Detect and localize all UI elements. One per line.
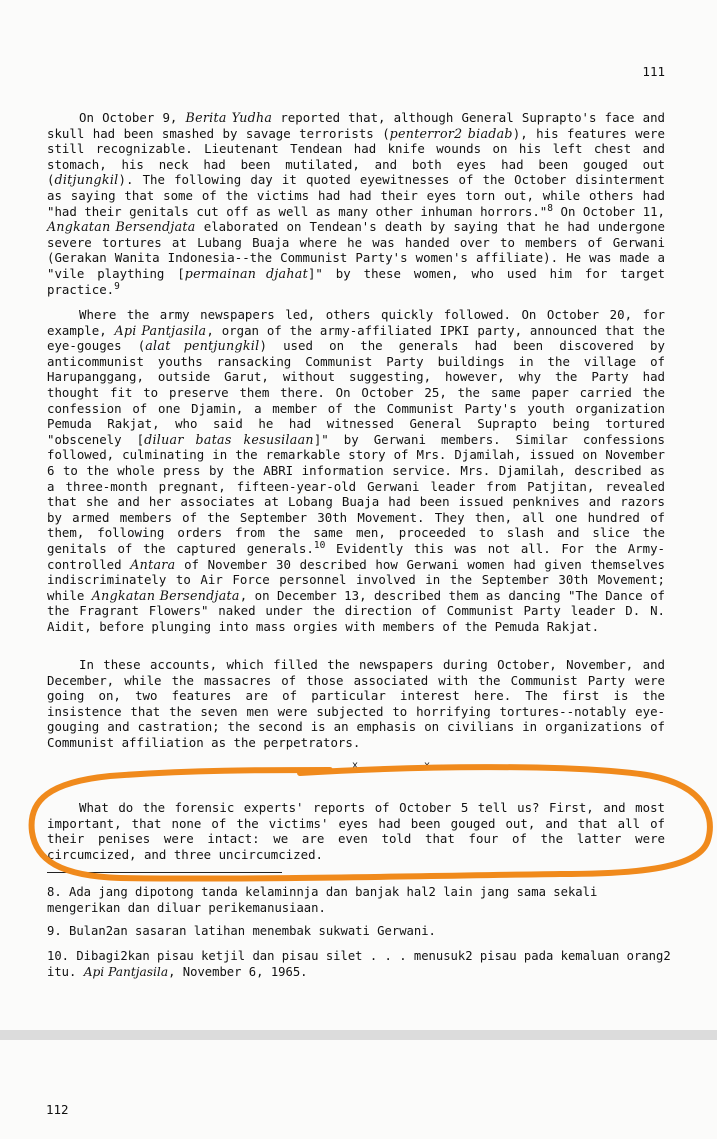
italic-term: Api Pantjasila — [114, 322, 207, 338]
paragraph-3 — [47, 657, 665, 751]
italic-term: diluar batas kesusilaan — [144, 431, 314, 447]
footnote-ref: 9 — [114, 280, 120, 292]
text-run: 9. Bulan2an sasaran latihan menembak sukwati Gerwani. — [47, 924, 436, 938]
text-run: , organ of the army-affiliated IPKI party, announced that the eye-gouges ( — [47, 322, 666, 354]
italic-term: Berita Yudha — [185, 110, 273, 125]
text-run: ]" by Gerwani members. Similar confessions followed, culminating in the remarkable story of Mrs. Djamilah, issued on November 6 to the whole press by the ABRI information service. Mrs. Djamilah, described as a three-month pregnant, fifteen-year-old Gerwani leader from Patjitan, revealed that she and her associates at Lobang Buaja had been issued penknives and razors by armed members of the September 30th Movement. They then, all one hundred of them, following orders from the same men, proceeded to slash and slice the genitals of the captured generals. — [47, 431, 665, 556]
text-run: 10. Dibagi2kan pisau ketjil dan pisau silet . . . menusuk2 pisau pada kemaluan orang2 itu. — [47, 949, 671, 979]
italic-term: permainan djahat — [184, 265, 308, 281]
paragraph-2 — [47, 307, 665, 634]
text-run: , November 6, 1965. — [168, 964, 308, 979]
text-run: of November 30 described how Gerwani women had given themselves indiscriminately to Air Force personnel involved in the September 30th Movement; while — [47, 556, 665, 603]
paragraph-1 — [47, 110, 665, 297]
text-run: What do the forensic experts' reports of October 5 tell us? First, and most important, that none of the victims' eyes had been gouged out, and that all of their penises were intact: we are even told that four of the latter were circumcized, and three uncircumcized. — [47, 800, 665, 862]
text-run: elaborated on Tendean's death by saying that he had undergone severe tortures at Lubang Buaja where he was handed over to members of Gerwani (Gerakan Wanita Indonesia--the Communist Party's women's affiliate). He was made a "vile plaything [ — [47, 219, 666, 281]
text-run: 8. Ada jang dipotong tanda kelaminnja dan banjak hal2 lain jang sama sekali mengerikan dan diluar perikemanusiaan. — [47, 885, 598, 915]
footnote-9 — [47, 924, 673, 940]
footnote-ref: 8 — [547, 202, 553, 214]
text-run: Where the army newspapers led, others quickly followed. On October 20, for example, — [47, 307, 665, 338]
bottom-page — [0, 1040, 717, 1139]
paragraph-4-highlighted — [47, 800, 665, 862]
italic-term: penterror2 biadab — [389, 125, 513, 141]
text-run: In these accounts, which filled the newspapers during October, November, and December, while the massacres of those associated with the Communist Party were going on, two features are of particular interest here. The first is the insistence that the seven men were subjected to horrifying tortures--notably eye-gouging and castration; the second is an emphasis on civilians in organizations of Communist affiliation as the perpetrators. — [47, 657, 665, 750]
text-run: Evidently this was not all. For the Army-controlled — [47, 540, 666, 572]
italic-term: alat pentjungkil — [145, 338, 260, 354]
italic-term: Angkatan Bersendjata — [47, 219, 196, 235]
page-number-top: 111 — [642, 64, 665, 79]
italic-term: Api Pantjasila — [83, 964, 169, 979]
italic-term: Antara — [130, 556, 176, 572]
italic-term: ditjungkil — [54, 172, 119, 188]
text-run: On October 9, — [79, 110, 186, 125]
text-run: reported that, although General Suprapto's face and skull had been smashed by savage terrorists ( — [47, 110, 665, 141]
text-run: , on December 13, described them as dancing "The Dance of the Fragrant Flowers" naked under the direction of Communist Party leader D. N. Aidit, before plunging into mass orgies with members of the Pemuda Rakjat. — [47, 587, 665, 634]
text-run: On October 11, — [552, 203, 665, 219]
text-run: ]" by these women, who used him for target practice. — [47, 265, 665, 297]
italic-term: Angkatan Bersendjata — [91, 587, 240, 603]
text-run: ) used on the generals had been discovered by anticommunist youths ransacking Communist Party buildings in the village of Harupanggang, outside Garut, without suggesting, however, why the Party had thought fit to preserve them there. On October 25, the same paper carried the confession of one Djamin, a member of the Communist Party's youth organization Pemuda Rakjat, who said he had witnessed General Suprapto being tortured "obscenely [ — [47, 338, 665, 447]
footnote-10 — [47, 949, 673, 980]
page-number-bottom: 112 — [46, 1102, 69, 1117]
footnote-rule — [47, 872, 282, 873]
footnote-8 — [47, 885, 673, 916]
text-run: ). The following day it quoted eyewitnesses of the October disinterment as saying that some of the victims had had their eyes torn out, while others had "had their genitals cut off as well as many other inhuman horrors." — [47, 172, 665, 219]
section-separator: x x — [352, 760, 461, 771]
text-run: ), his features were still recognizable. Lieutenant Tendean had knife wounds on his left chest and stomach, his neck had been mutilated, and both eyes had been gouged out ( — [47, 125, 665, 188]
footnote-ref: 10 — [313, 539, 326, 551]
